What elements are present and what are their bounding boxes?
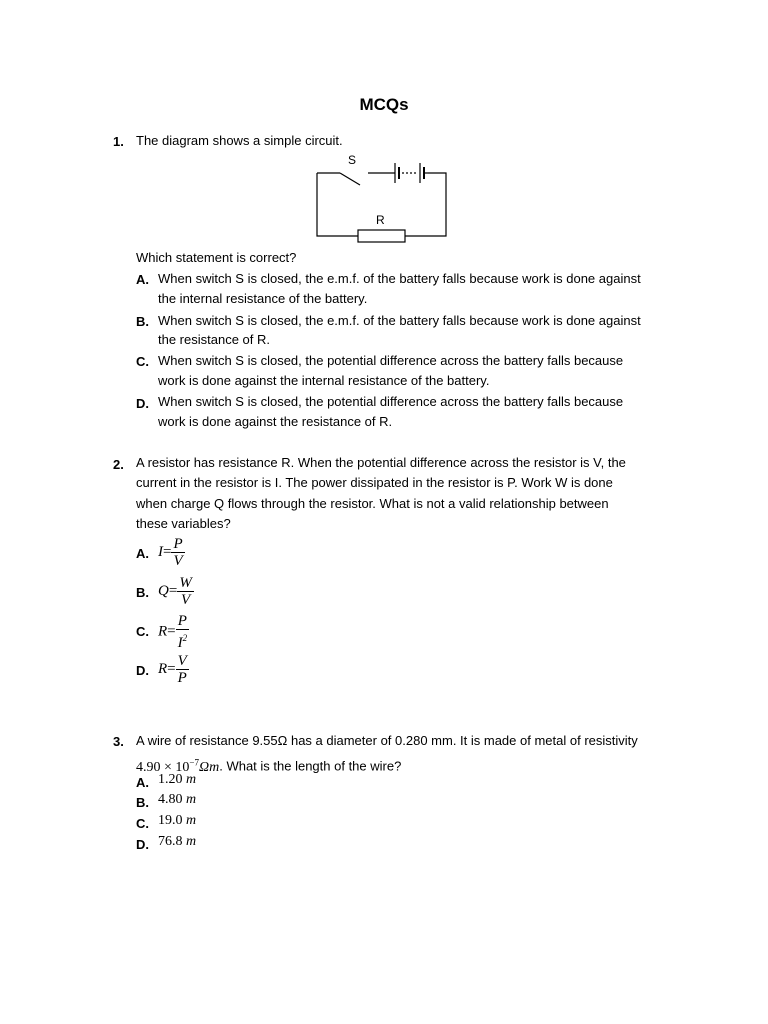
switch-blade (340, 173, 360, 185)
option-letter: C. (136, 816, 149, 831)
question-stem: The diagram shows a simple circuit. (136, 133, 343, 148)
question-stem-line: when charge Q flows through the resistor. What is not a valid relationship between (136, 496, 609, 511)
option-letter: C. (136, 354, 149, 369)
question-stem-line: current in the resistor is I. The power dissipated in the resistor is P. Work W is done (136, 475, 613, 490)
option-letter: A. (136, 546, 149, 561)
option-text: the internal resistance of the battery. (158, 291, 368, 306)
option-text: When switch S is closed, the potential difference across the battery falls because (158, 394, 624, 409)
option-value: 76.8 m (158, 834, 197, 849)
formula: R= $\frac{P}{I^2}$ (158, 613, 188, 651)
question-number: 3. (113, 734, 124, 749)
option-letter: C. (136, 624, 149, 639)
option-value: 4.80 m (158, 792, 197, 807)
option-letter: A. (136, 272, 149, 287)
circuit-wire-right (405, 173, 446, 236)
formula: I= $\frac{P}{V}$ (158, 536, 183, 569)
question-stem-line: A resistor has resistance R. When the potential difference across the resistor is V, the (136, 455, 626, 470)
question-stem-line: $4.90 \times 10^{-7}\Omega m$. What is the length of the wire? (136, 757, 402, 775)
option-text: work is done against the resistance of R. (158, 414, 393, 429)
page-title: MCQs (359, 95, 409, 114)
option-text: the resistance of R. (158, 332, 270, 347)
resistor-label: R (376, 213, 385, 227)
circuit-diagram (310, 152, 455, 244)
formula: Q= $\frac{W}{V}$ (158, 575, 192, 608)
resistor-symbol (358, 230, 405, 242)
option-letter: D. (136, 663, 149, 678)
option-value: 19.0 m (158, 813, 197, 828)
question-prompt: Which statement is correct? (136, 250, 297, 265)
question-stem-line: A wire of resistance 9.55Ω has a diameter of 0.280 mm. It is made of metal of resistivity (136, 733, 638, 748)
option-letter: B. (136, 585, 149, 600)
resistivity-value: $4.90 \times 10^{-7}\Omega m$ (136, 757, 220, 775)
option-letter: A. (136, 775, 149, 790)
option-text: When switch S is closed, the e.m.f. of the battery falls because work is done against (158, 313, 641, 328)
switch-label: S (348, 153, 357, 167)
option-letter: B. (136, 314, 149, 329)
circuit-wire-left (317, 173, 358, 236)
option-text: When switch S is closed, the potential difference across the battery falls because (158, 353, 624, 368)
question-number: 2. (113, 457, 124, 472)
option-letter: B. (136, 795, 149, 810)
option-text: When switch S is closed, the e.m.f. of the battery falls because work is done against (158, 271, 641, 286)
formula: R= $\frac{V}{P}$ (158, 653, 187, 686)
option-letter: D. (136, 837, 149, 852)
question-stem-line: these variables? (136, 516, 231, 531)
option-text: work is done against the internal resistance of the battery. (158, 373, 490, 388)
option-letter: D. (136, 396, 149, 411)
option-value: 1.20 m (158, 772, 197, 787)
question-number: 1. (113, 134, 124, 149)
